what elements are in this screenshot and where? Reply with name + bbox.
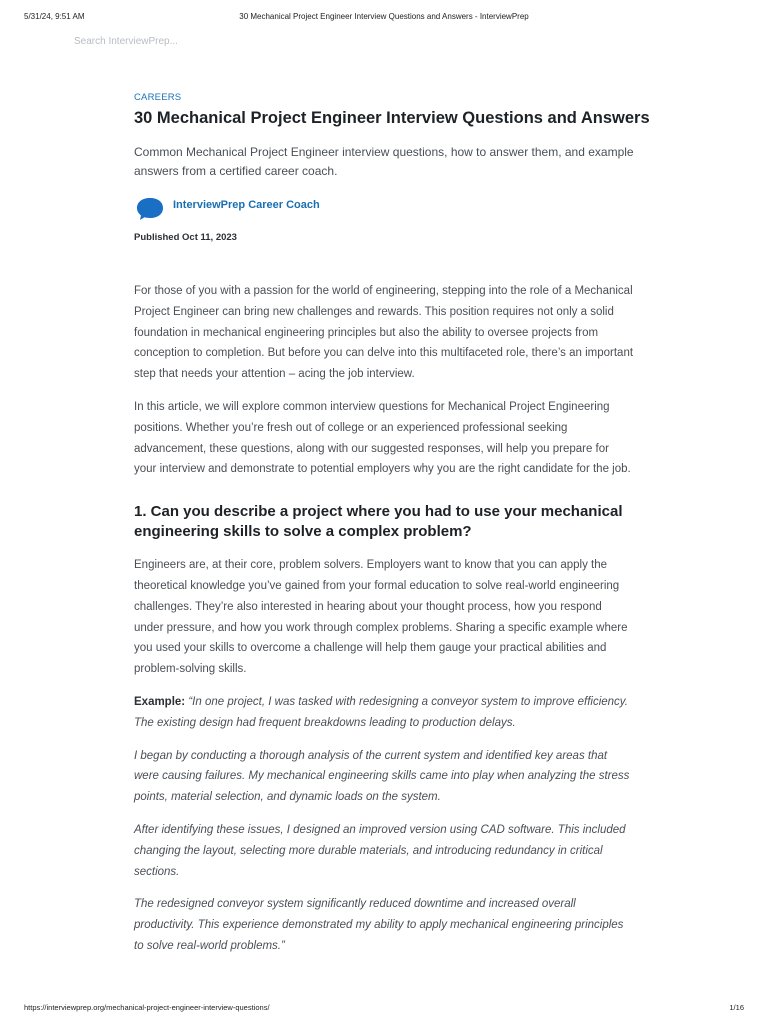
print-footer <box>0 1003 768 1015</box>
article <box>134 92 650 969</box>
author-byline <box>134 195 634 223</box>
category-link[interactable]: CAREERS <box>134 92 182 103</box>
example-paragraph <box>134 692 634 734</box>
page-title: 30 Mechanical Project Engineer Interview Questions and Answers <box>134 109 650 127</box>
article-body <box>134 281 634 957</box>
speech-bubble-icon <box>136 196 164 222</box>
example-label: Example: <box>134 695 186 708</box>
print-page-number: 1/16 <box>729 1003 744 1012</box>
intro-paragraph: In this article, we will explore common interview questions for Mechanical Project Engineering positions. Whether you’re fresh out of college or an experienced professional seeking advancement, these questions, along with our suggested responses, will help you prepare for your interview and demonstrate to potential employers why you are the right candidate for the job. <box>134 400 631 476</box>
print-datetime: 5/31/24, 9:51 AM <box>24 12 85 21</box>
example-text: “In one project, I was tasked with redesigning a conveyor system to improve efficiency. The existing design had frequent breakdowns leading to production delays. <box>134 695 628 729</box>
author-link[interactable]: InterviewPrep Career Coach <box>173 199 320 211</box>
published-date: Published Oct 11, 2023 <box>134 232 237 243</box>
question-heading: 1. Can you describe a project where you had to use your mechanical engineering skills to solve a complex problem? <box>134 503 623 540</box>
search-input[interactable] <box>66 33 274 49</box>
intro-paragraph: For those of you with a passion for the world of engineering, stepping into the role of a Mechanical Project Engineer can bring new challenges and rewards. This position requires not only a solid foundation in mechanical engineering principles but also the ability to oversee projects from conception to completion. But before you can delve into this multifaceted role, there’s an important step that needs your attention – acing the job interview. <box>134 285 634 381</box>
print-url: https://interviewprep.org/mechanical-project-engineer-interview-questions/ <box>24 1003 270 1012</box>
print-header <box>0 12 768 24</box>
question-explanation: Engineers are, at their core, problem solvers. Employers want to know that you can apply the theoretical knowledge you’ve gained from your formal education to solve real-world engineering challenges. They’re also interested in hearing about your thought process, how you respond under pressure, and how you work through complex problems. Sharing a specific example where you used your skills to overcome a challenge will help them gauge your practical abilities and problem-solving skills. <box>134 559 628 676</box>
example-paragraph: The redesigned conveyor system significantly reduced downtime and increased overall productivity. This experience demonstrated my ability to apply mechanical engineering principles to solve real-world problems.” <box>134 898 624 952</box>
example-paragraph: I began by conducting a thorough analysis of the current system and identified key areas that were causing failures. My mechanical engineering skills came into play when analyzing the stress points, material selection, and dynamic loads on the system. <box>134 749 630 804</box>
article-subtitle: Common Mechanical Project Engineer interview questions, how to answer them, and example answers from a certified career coach. <box>134 145 634 178</box>
print-page-title: 30 Mechanical Project Engineer Interview Questions and Answers - InterviewPrep <box>239 12 529 21</box>
example-paragraph: After identifying these issues, I designed an improved version using CAD software. This included changing the layout, selecting more durable materials, and introducing redundancy in critical sections. <box>134 823 626 878</box>
